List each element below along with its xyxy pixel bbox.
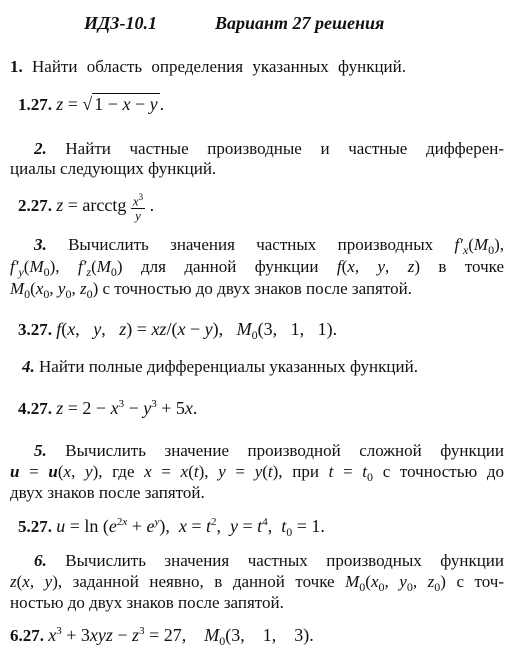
task-3-statement-line-3: $M_0(x_0$, $y_0$, $z_0$) с точностью до двух знаков после запятой. — [10, 279, 412, 301]
task-5-formula: $u = \ln (e^{2x} + e^y)$, $x = t^2$, $y = t^4$, $t_0 = 1$. — [56, 516, 325, 539]
task-3-item-number: 3.27. — [18, 320, 52, 339]
task-6-number: 6. — [34, 551, 47, 570]
task-5-statement-line-1 — [34, 440, 504, 462]
task-2-text-line-1: Найти частные производные и частные дифферен- — [65, 139, 505, 158]
task-5-number: 5. — [34, 441, 47, 460]
task-1-formula: z = √ 1 − x − y . — [56, 94, 165, 114]
task-4-number: 4. — [22, 357, 35, 376]
task-4-item-number: 4.27. — [18, 399, 52, 418]
task-4-formula: $z = 2 - x^3 - y^3 + 5x$. — [56, 398, 198, 418]
header-right: Вариант 27 решения — [215, 13, 385, 33]
task-6-text-line-1: Вычислить значения частных производных функции — [65, 551, 504, 570]
task-1-item — [18, 93, 164, 116]
task-4-item — [18, 397, 197, 422]
task-4-statement — [22, 356, 418, 378]
task-5-item-number: 5.27. — [18, 517, 52, 536]
task-2-item — [18, 190, 154, 223]
task-3-statement-line-2: $f'_y(M_0)$, $f'_z(M_0)$ для данной функции f(x, y, z) в точке — [10, 257, 505, 279]
task-1-item-number: 1.27. — [18, 95, 52, 114]
header-left: ИДЗ-10.1 — [84, 13, 157, 33]
task-6-statement-line-1 — [34, 550, 504, 572]
task-2-item-number: 2.27. — [18, 195, 52, 215]
task-3-statement-line-1: 3. Вычислить значения частных производных $f'_x(M_0)$, — [34, 235, 504, 257]
task-5-text-line-3: двух знаков после запятой. — [10, 483, 205, 502]
task-2-text-line-2: циалы следующих функций. — [10, 159, 217, 178]
task-1-statement — [10, 56, 406, 78]
task-3-item — [18, 318, 337, 342]
task-6-statement-line-2: z(x, y), заданной неявно, в данной точке $M_0(x_0$, $y_0$, $z_0$) с точ- — [10, 572, 505, 594]
task-2-number: 2. — [34, 139, 47, 158]
task-2-formula: z = arcctg $\frac{x^3}{y}$ . — [56, 192, 155, 224]
task-1-number: 1. — [10, 57, 23, 76]
task-2-statement — [34, 138, 504, 160]
task-6-text-line-3: ностью до двух знаков после запятой. — [10, 593, 284, 612]
task-6-item — [10, 624, 314, 649]
task-5-item — [18, 515, 325, 540]
task-4-text: Найти полные дифференциалы указанных функций. — [39, 357, 418, 376]
task-5-text-line-1: Вычислить значение производной сложной функции — [65, 441, 504, 460]
task-6-formula: $x^3 + 3xyz - z^3 = 27$, $M_0(3$, 1, 3). — [48, 625, 314, 648]
task-3-formula: f(x, y, z) = xz/(x − y), $M_0(3$, 1, 1). — [56, 319, 338, 342]
task-5-statement-line-2: u = u(x, y), где x = x(t), y = y(t), при $t = t_0$ с точностью до — [10, 462, 504, 484]
task-1-text: Найти область определения указанных функций. — [32, 57, 407, 76]
task-3-number: 3. — [34, 235, 47, 254]
task-6-item-number: 6.27. — [10, 626, 44, 645]
